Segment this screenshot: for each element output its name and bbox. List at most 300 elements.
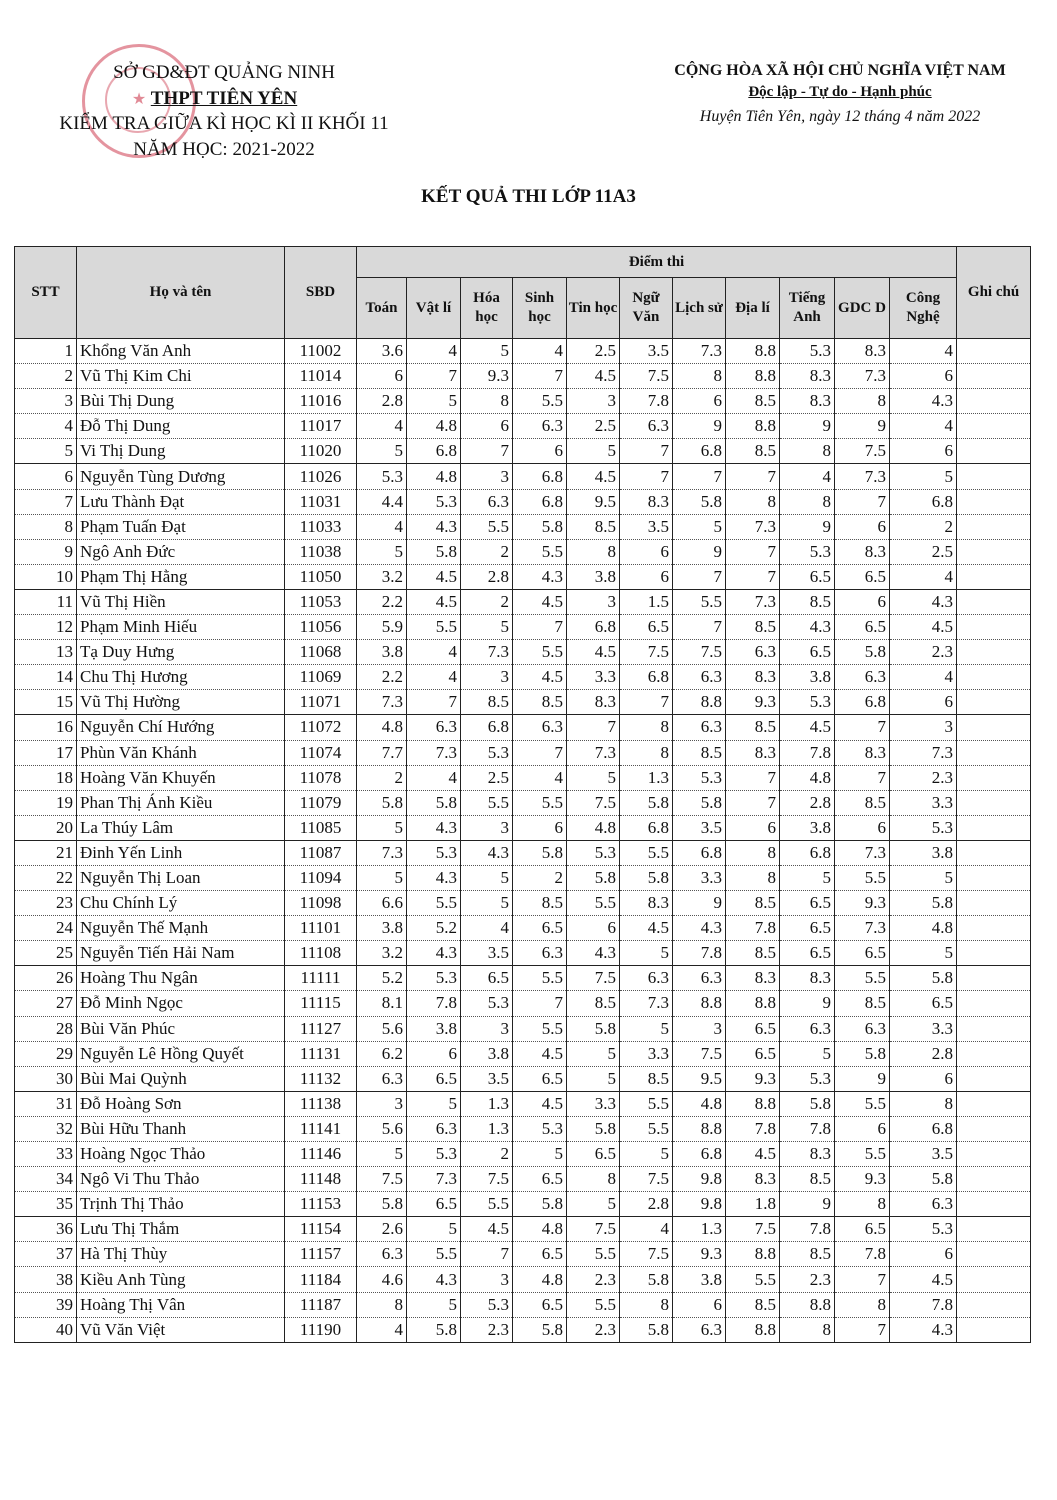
stt-cell: 2 [15, 364, 77, 389]
table-row [15, 991, 1031, 1016]
table-row [15, 815, 1031, 840]
score-cell: 2.8 [357, 389, 407, 414]
score-cell: 5.5 [620, 1116, 673, 1141]
score-cell: 5.5 [407, 891, 461, 916]
sbd-cell: 11050 [285, 564, 357, 589]
table-row [15, 790, 1031, 815]
score-cell: 8 [726, 489, 780, 514]
stt-cell: 5 [15, 439, 77, 464]
score-cell: 2 [461, 539, 513, 564]
score-cell: 3.2 [357, 941, 407, 966]
score-cell: 5.8 [407, 1317, 461, 1342]
score-cell: 7.8 [620, 389, 673, 414]
score-cell: 6.8 [835, 690, 890, 715]
col-header-scores-group: Điểm thi [357, 247, 957, 278]
stt-cell: 10 [15, 564, 77, 589]
col-header-subject: Vật lí [407, 278, 461, 339]
score-cell: 7 [513, 615, 567, 640]
score-cell: 9 [673, 891, 726, 916]
score-cell: 4 [513, 339, 567, 364]
score-cell: 5.3 [567, 840, 620, 865]
note-cell [957, 589, 1031, 614]
score-cell: 8.3 [835, 339, 890, 364]
name-cell: Chu Chính Lý [77, 891, 285, 916]
name-cell: Trịnh Thị Thảo [77, 1192, 285, 1217]
score-cell: 5.8 [620, 1267, 673, 1292]
score-cell: 7 [461, 1242, 513, 1267]
table-row [15, 1066, 1031, 1091]
nation-title: CỘNG HÒA XÃ HỘI CHỦ NGHĨA VIỆT NAM [674, 62, 1006, 79]
score-cell: 7.3 [407, 740, 461, 765]
stt-cell: 39 [15, 1292, 77, 1317]
name-cell: Kiều Anh Tùng [77, 1267, 285, 1292]
score-cell: 4.5 [567, 640, 620, 665]
score-cell: 9.5 [673, 1066, 726, 1091]
sbd-cell: 11033 [285, 514, 357, 539]
score-cell: 6 [357, 364, 407, 389]
table-row [15, 941, 1031, 966]
score-cell: 4 [407, 765, 461, 790]
score-cell: 4.4 [357, 489, 407, 514]
col-header-subject: Ngữ Văn [620, 278, 673, 339]
score-cell: 6.8 [673, 840, 726, 865]
score-cell: 5.3 [461, 1292, 513, 1317]
score-cell: 7.5 [567, 790, 620, 815]
score-cell: 5.5 [567, 1292, 620, 1317]
score-cell: 6 [890, 1066, 957, 1091]
score-cell: 5 [890, 865, 957, 890]
score-cell: 8.3 [567, 690, 620, 715]
name-cell: Nguyễn Lê Hồng Quyết [77, 1041, 285, 1066]
score-cell: 7.5 [567, 1217, 620, 1242]
score-cell: 8.5 [673, 740, 726, 765]
score-cell: 5.8 [620, 865, 673, 890]
sbd-cell: 11141 [285, 1116, 357, 1141]
score-cell: 3 [461, 665, 513, 690]
score-cell: 6 [620, 539, 673, 564]
note-cell [957, 1091, 1031, 1116]
score-cell: 4.6 [357, 1267, 407, 1292]
note-cell [957, 464, 1031, 489]
score-cell: 8.5 [513, 891, 567, 916]
col-header-sbd: SBD [285, 247, 357, 339]
score-cell: 6.5 [835, 1217, 890, 1242]
score-cell: 8.5 [726, 439, 780, 464]
score-cell: 3 [461, 815, 513, 840]
score-cell: 8.5 [567, 991, 620, 1016]
score-cell: 6.3 [407, 1116, 461, 1141]
score-cell: 6.8 [620, 815, 673, 840]
score-cell: 5 [357, 539, 407, 564]
score-cell: 7 [835, 489, 890, 514]
sbd-cell: 11016 [285, 389, 357, 414]
stt-cell: 24 [15, 916, 77, 941]
score-cell: 4.5 [726, 1142, 780, 1167]
dateline: Huyện Tiên Yên, ngày 12 tháng 4 năm 2022 [699, 107, 981, 125]
score-cell: 4 [780, 464, 835, 489]
note-cell [957, 364, 1031, 389]
score-cell: 3.5 [673, 815, 726, 840]
score-cell: 4.5 [780, 715, 835, 740]
score-cell: 6.5 [620, 615, 673, 640]
sbd-cell: 11154 [285, 1217, 357, 1242]
score-cell: 2.3 [567, 1267, 620, 1292]
score-cell: 2.5 [567, 339, 620, 364]
table-row [15, 740, 1031, 765]
score-cell: 6.3 [673, 715, 726, 740]
score-cell: 6.6 [357, 891, 407, 916]
score-cell: 5.8 [513, 840, 567, 865]
score-cell: 7.5 [726, 1217, 780, 1242]
score-cell: 4.3 [890, 589, 957, 614]
score-cell: 7.8 [407, 991, 461, 1016]
score-cell: 4 [890, 339, 957, 364]
score-cell: 9.3 [726, 690, 780, 715]
note-cell [957, 539, 1031, 564]
stt-cell: 23 [15, 891, 77, 916]
score-cell: 4.5 [620, 916, 673, 941]
name-cell: Vũ Thị Hiền [77, 589, 285, 614]
score-cell: 5.5 [835, 1091, 890, 1116]
score-cell: 7.5 [620, 364, 673, 389]
score-cell: 7 [835, 715, 890, 740]
score-cell: 3.5 [620, 339, 673, 364]
table-row [15, 865, 1031, 890]
score-cell: 6.2 [357, 1041, 407, 1066]
score-cell: 7 [513, 364, 567, 389]
score-cell: 7.3 [461, 640, 513, 665]
score-cell: 5.5 [726, 1267, 780, 1292]
stt-cell: 33 [15, 1142, 77, 1167]
score-cell: 4 [513, 765, 567, 790]
score-cell: 6 [513, 439, 567, 464]
score-cell: 7.5 [620, 1167, 673, 1192]
score-cell: 4.3 [673, 916, 726, 941]
score-cell: 7 [835, 1267, 890, 1292]
score-cell: 5 [461, 891, 513, 916]
score-cell: 5.5 [567, 891, 620, 916]
sbd-cell: 11074 [285, 740, 357, 765]
score-cell: 8.8 [726, 364, 780, 389]
stt-cell: 16 [15, 715, 77, 740]
score-cell: 8.5 [726, 389, 780, 414]
score-cell: 4.8 [357, 715, 407, 740]
score-cell: 7.3 [357, 690, 407, 715]
school-year: NĂM HỌC: 2021-2022 [133, 138, 315, 160]
score-cell: 7 [726, 464, 780, 489]
name-cell: Hoàng Thu Ngân [77, 966, 285, 991]
name-cell: Vũ Văn Việt [77, 1317, 285, 1342]
score-cell: 4 [407, 665, 461, 690]
score-cell: 6.5 [513, 1292, 567, 1317]
score-cell: 4.3 [407, 941, 461, 966]
score-cell: 5.3 [780, 539, 835, 564]
score-cell: 7.8 [726, 1116, 780, 1141]
score-cell: 6.3 [673, 966, 726, 991]
sbd-cell: 11094 [285, 865, 357, 890]
score-cell: 9.5 [567, 489, 620, 514]
score-cell: 3.5 [461, 1066, 513, 1091]
col-header-subject: Địa lí [726, 278, 780, 339]
score-cell: 7.5 [461, 1167, 513, 1192]
score-cell: 5 [780, 1041, 835, 1066]
sbd-cell: 11101 [285, 916, 357, 941]
score-cell: 2.8 [461, 564, 513, 589]
stt-cell: 12 [15, 615, 77, 640]
score-cell: 2.8 [890, 1041, 957, 1066]
score-cell: 7.3 [726, 514, 780, 539]
table-row [15, 564, 1031, 589]
score-cell: 5.5 [620, 1091, 673, 1116]
score-cell: 7 [726, 765, 780, 790]
score-cell: 5.5 [835, 865, 890, 890]
score-cell: 5.8 [357, 1192, 407, 1217]
score-cell: 2.3 [780, 1267, 835, 1292]
table-row [15, 640, 1031, 665]
score-cell: 6 [726, 815, 780, 840]
score-cell: 8.5 [567, 514, 620, 539]
table-row [15, 615, 1031, 640]
sbd-cell: 11056 [285, 615, 357, 640]
col-header-subject: Lịch sử [673, 278, 726, 339]
header-row [15, 247, 1031, 278]
sbd-cell: 11079 [285, 790, 357, 815]
score-cell: 8 [726, 840, 780, 865]
note-cell [957, 1217, 1031, 1242]
stt-cell: 3 [15, 389, 77, 414]
score-cell: 3.8 [461, 1041, 513, 1066]
score-cell: 5.8 [780, 1091, 835, 1116]
stt-cell: 11 [15, 589, 77, 614]
score-cell: 6.3 [620, 966, 673, 991]
score-cell: 4.5 [890, 1267, 957, 1292]
score-cell: 2.8 [780, 790, 835, 815]
score-cell: 5.8 [890, 1167, 957, 1192]
score-cell: 9 [780, 514, 835, 539]
stt-cell: 37 [15, 1242, 77, 1267]
col-header-subject: GDC D [835, 278, 890, 339]
score-cell: 4.8 [513, 1217, 567, 1242]
score-cell: 8.8 [673, 991, 726, 1016]
score-cell: 5.8 [567, 1016, 620, 1041]
score-cell: 3 [461, 464, 513, 489]
stt-cell: 15 [15, 690, 77, 715]
note-cell [957, 339, 1031, 364]
score-cell: 5.5 [513, 389, 567, 414]
col-header-subject: Tiếng Anh [780, 278, 835, 339]
score-cell: 8.3 [620, 489, 673, 514]
note-cell [957, 1066, 1031, 1091]
name-cell: Bùi Thị Dung [77, 389, 285, 414]
score-cell: 7.3 [890, 740, 957, 765]
score-cell: 6.8 [513, 489, 567, 514]
score-cell: 3.3 [567, 665, 620, 690]
score-cell: 6 [567, 916, 620, 941]
table-body [15, 339, 1031, 1343]
score-cell: 5.5 [513, 640, 567, 665]
note-cell [957, 941, 1031, 966]
table-row [15, 665, 1031, 690]
score-cell: 8.1 [357, 991, 407, 1016]
note-cell [957, 1142, 1031, 1167]
score-cell: 6.8 [461, 715, 513, 740]
score-cell: 4.5 [513, 665, 567, 690]
score-cell: 7.5 [620, 640, 673, 665]
stt-cell: 25 [15, 941, 77, 966]
note-cell [957, 439, 1031, 464]
name-cell: Bùi Mai Quỳnh [77, 1066, 285, 1091]
score-cell: 6.5 [461, 966, 513, 991]
score-cell: 5.9 [357, 615, 407, 640]
col-header-subject: Hóa học [461, 278, 513, 339]
score-cell: 6 [461, 414, 513, 439]
score-cell: 5 [567, 1041, 620, 1066]
stt-cell: 8 [15, 514, 77, 539]
stt-cell: 18 [15, 765, 77, 790]
stt-cell: 21 [15, 840, 77, 865]
score-cell: 8.5 [726, 1292, 780, 1317]
sbd-cell: 11020 [285, 439, 357, 464]
score-cell: 5.6 [357, 1016, 407, 1041]
note-cell [957, 489, 1031, 514]
table-row [15, 389, 1031, 414]
score-cell: 5.3 [461, 991, 513, 1016]
header-left [28, 60, 420, 163]
name-cell: Vũ Thị Kim Chi [77, 364, 285, 389]
sbd-cell: 11068 [285, 640, 357, 665]
score-cell: 8.5 [726, 941, 780, 966]
score-cell: 8 [567, 539, 620, 564]
score-cell: 5.8 [513, 1192, 567, 1217]
stt-cell: 22 [15, 865, 77, 890]
score-cell: 7.8 [835, 1242, 890, 1267]
score-cell: 7.3 [835, 840, 890, 865]
score-cell: 8 [620, 715, 673, 740]
score-cell: 2 [513, 865, 567, 890]
stt-cell: 1 [15, 339, 77, 364]
score-cell: 7 [835, 765, 890, 790]
score-cell: 4.3 [567, 941, 620, 966]
score-cell: 7.3 [835, 916, 890, 941]
score-cell: 7.3 [567, 740, 620, 765]
sbd-cell: 11127 [285, 1016, 357, 1041]
score-cell: 6 [890, 1242, 957, 1267]
score-cell: 2.3 [461, 1317, 513, 1342]
score-cell: 5 [461, 339, 513, 364]
sbd-cell: 11014 [285, 364, 357, 389]
score-cell: 5.8 [407, 539, 461, 564]
score-cell: 5.3 [890, 815, 957, 840]
name-cell: Phùn Văn Khánh [77, 740, 285, 765]
table-row [15, 464, 1031, 489]
score-cell: 7.8 [780, 740, 835, 765]
score-cell: 6.3 [835, 665, 890, 690]
score-cell: 1.3 [620, 765, 673, 790]
sbd-cell: 11111 [285, 966, 357, 991]
stt-cell: 35 [15, 1192, 77, 1217]
header-right [640, 60, 1040, 127]
score-cell: 5 [407, 1292, 461, 1317]
stt-cell: 17 [15, 740, 77, 765]
score-cell: 6.5 [780, 891, 835, 916]
score-cell: 4.5 [461, 1217, 513, 1242]
sbd-cell: 11108 [285, 941, 357, 966]
score-cell: 6.8 [780, 840, 835, 865]
score-cell: 8.3 [835, 740, 890, 765]
score-cell: 7.5 [673, 1041, 726, 1066]
score-cell: 9.8 [673, 1192, 726, 1217]
table-row [15, 1142, 1031, 1167]
score-cell: 3.8 [567, 564, 620, 589]
score-cell: 5.6 [357, 1116, 407, 1141]
score-cell: 5.3 [513, 1116, 567, 1141]
score-cell: 7 [407, 364, 461, 389]
sbd-cell: 11115 [285, 991, 357, 1016]
score-cell: 7 [461, 439, 513, 464]
col-header-subject: Toán [357, 278, 407, 339]
score-cell: 4.3 [890, 389, 957, 414]
name-cell: Vũ Thị Hường [77, 690, 285, 715]
score-cell: 6 [620, 564, 673, 589]
stt-cell: 7 [15, 489, 77, 514]
sbd-cell: 11184 [285, 1267, 357, 1292]
stt-cell: 34 [15, 1167, 77, 1192]
score-cell: 4.5 [890, 615, 957, 640]
score-cell: 5 [567, 1192, 620, 1217]
sbd-cell: 11078 [285, 765, 357, 790]
sbd-cell: 11098 [285, 891, 357, 916]
score-cell: 8.3 [780, 1142, 835, 1167]
score-cell: 8.5 [461, 690, 513, 715]
score-cell: 6.3 [835, 1016, 890, 1041]
score-cell: 3.3 [890, 1016, 957, 1041]
score-cell: 6.3 [673, 1317, 726, 1342]
score-cell: 6.5 [780, 564, 835, 589]
score-cell: 3.8 [780, 665, 835, 690]
score-cell: 5.8 [567, 865, 620, 890]
score-cell: 3.2 [357, 564, 407, 589]
score-cell: 2.5 [567, 414, 620, 439]
score-cell: 5.8 [407, 790, 461, 815]
score-cell: 4 [357, 414, 407, 439]
score-cell: 8.8 [726, 414, 780, 439]
score-cell: 6.8 [673, 439, 726, 464]
score-cell: 6.8 [890, 489, 957, 514]
score-cell: 9 [673, 539, 726, 564]
name-cell: Đỗ Minh Ngọc [77, 991, 285, 1016]
score-cell: 5 [513, 1142, 567, 1167]
col-header-note: Ghi chú [957, 247, 1031, 339]
score-cell: 6.8 [513, 464, 567, 489]
score-cell: 4.8 [890, 916, 957, 941]
score-cell: 4.3 [890, 1317, 957, 1342]
table-row [15, 1217, 1031, 1242]
score-cell: 5.3 [890, 1217, 957, 1242]
score-cell: 6 [835, 514, 890, 539]
score-cell: 5.5 [461, 514, 513, 539]
score-cell: 4.3 [407, 514, 461, 539]
score-cell: 7.8 [780, 1217, 835, 1242]
score-cell: 8.8 [673, 690, 726, 715]
score-cell: 2 [357, 765, 407, 790]
note-cell [957, 1267, 1031, 1292]
score-cell: 6 [513, 815, 567, 840]
score-cell: 5 [357, 1142, 407, 1167]
score-cell: 4 [890, 564, 957, 589]
score-cell: 9 [835, 414, 890, 439]
score-cell: 5.3 [357, 464, 407, 489]
score-cell: 3 [357, 1091, 407, 1116]
